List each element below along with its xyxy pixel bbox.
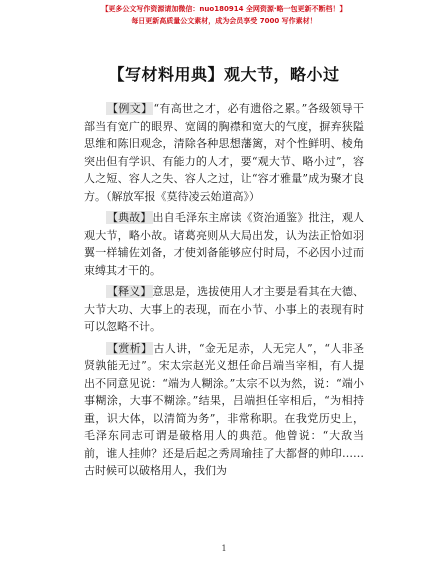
paragraph-example <box>84 100 364 205</box>
paragraph-text: 意思是，选拔使用人才主要是看其在大德、大节大功、大事上的表现，而在小节、小事上的表现有时可以忽略不计。 <box>84 285 365 333</box>
document-title: 【写材料用典】观大节，略小过 <box>108 65 340 84</box>
banner-subscribe-line: 每日更新高质量公文素材，成为会员享受 7000 写作素材！ <box>131 17 317 25</box>
paragraph-meaning <box>84 283 364 336</box>
section-tag: 【例文】 <box>107 102 153 115</box>
banner-promo-line: 【更多公文写作资源请加微信：nuo180914 全网资源·略一包更新不断档！】 <box>101 5 347 13</box>
section-tag: 【释义】 <box>107 285 152 298</box>
header-banner <box>0 4 448 27</box>
section-tag: 【赏析】 <box>107 341 153 355</box>
paragraph-text: “有高世之才，必有遗俗之累。”各级领导干部当有宽广的眼界、宽阔的胸襟和宽大的气度，摒弃狭隘思维和陈旧观念，清除各种思想藩篱，对个性鲜明、棱角突出但有学识、有能力的人才，要“观大节、略小过”，容人之短、容人之失、容人之过，让“容才雅量”成为聚才良方。（解放军报《莫待凌云始道高》） <box>84 102 364 203</box>
section-tag: 【典故】 <box>107 211 152 224</box>
paragraph-appreciation <box>84 340 364 480</box>
document-body <box>84 100 364 484</box>
paragraph-allusion <box>84 209 364 279</box>
paragraph-text: 古人讲，“金无足赤，人无完人”，“人非圣贤孰能无过”。宋太宗赵光义想任命吕端当宰相，有人提出不同意见说：“端为人糊涂。”太宗不以为然，说：“端小事糊涂，大事不糊涂。”结果，吕端担任宰相后，“为相持重，识大体，以清简为务”，非常称职。在我党历史上，毛泽东同志可谓是破格用人的典范。他曾说：“大敌当前，谁人挂帅？还是后起之秀周瑜挂了大都督的帅印……古时候可以破格用人，我们为 <box>84 341 365 477</box>
page-number: 1 <box>221 544 227 553</box>
paragraph-text: 出自毛泽东主席读《资治通鉴》批注，观人观大节，略小故。诸葛亮则从大局出发，认为法正恰如羽翼一样辅佐刘备，才使刘备能够应付时局，不必因小过而束缚其才干的。 <box>84 211 365 277</box>
